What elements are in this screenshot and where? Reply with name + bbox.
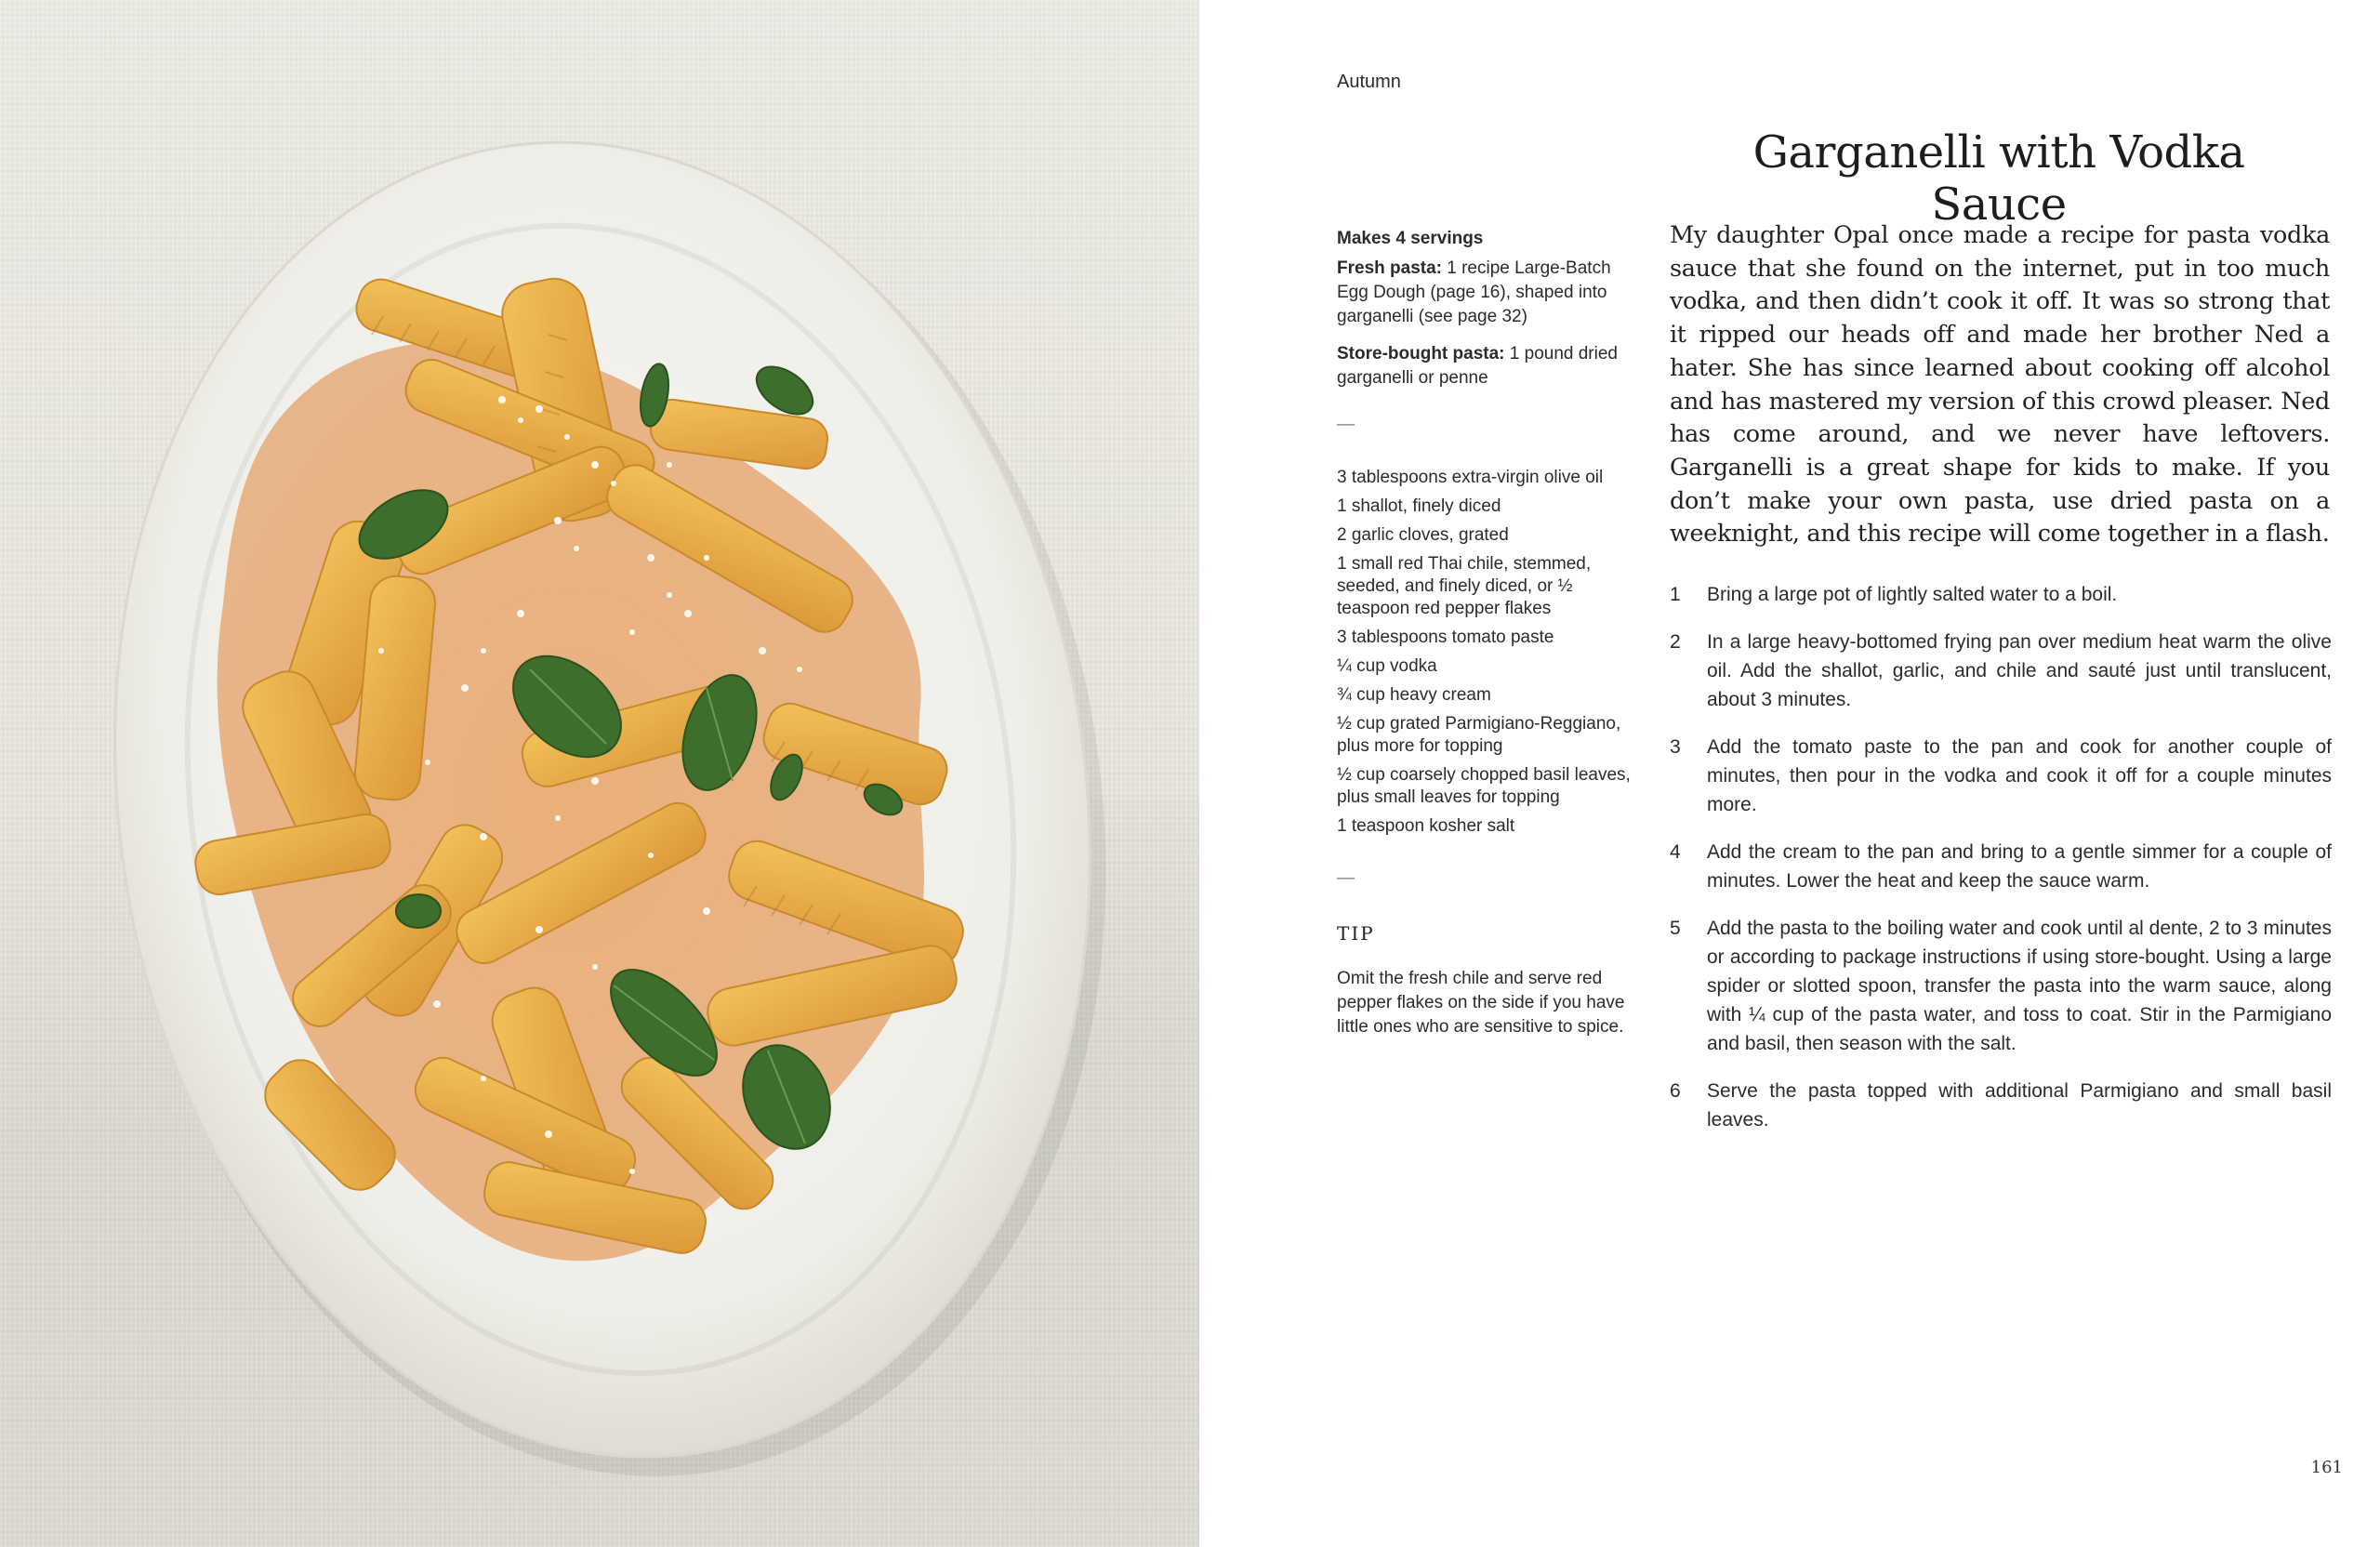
step-item (1670, 580, 2332, 609)
step-text: In a large heavy-bottomed frying pan over medium heat warm the olive oil. Add the shallot, garlic, and chile and sauté just until translucent, about 3 minutes. (1707, 631, 2332, 710)
section-divider: — (1337, 868, 1355, 888)
ingredient-item: ½ cup grated Parmigiano-Reggiano, plus more for topping (1337, 714, 1621, 756)
ingredient-item: 1 small red Thai chile, stemmed, seeded, and finely diced, or ½ teaspoon red pepper flakes (1337, 554, 1592, 618)
step-number: 6 (1670, 1080, 1681, 1102)
ingredient-item: 3 tablespoons extra-virgin olive oil (1337, 468, 1604, 487)
section-divider: — (1337, 415, 1355, 434)
step-text: Add the tomato paste to the pan and cook for another couple of minutes, then pour in the vodka and cook it off for a couple minutes more. (1707, 736, 2332, 815)
ingredient-list (1337, 467, 1644, 844)
step-text: Bring a large pot of lightly salted water to a boil. (1707, 584, 2118, 605)
store-bought-pasta-option: Store-bought pasta: 1 pound dried garganelli or penne (1337, 344, 1618, 388)
step-item (1670, 914, 2332, 1058)
section-label: Autumn (1337, 72, 1401, 92)
step-number: 5 (1670, 918, 1681, 939)
page-number: 161 (2310, 1458, 2343, 1477)
step-item (1670, 838, 2332, 895)
fresh-pasta-option: Fresh pasta: 1 recipe Large-Batch Egg Dough (page 16), shaped into garganelli (see page 32) (1337, 258, 1611, 326)
step-text: Add the cream to the pan and bring to a gentle simmer for a couple of minutes. Lower the heat and keep the sauce warm. (1707, 841, 2332, 892)
step-number: 1 (1670, 584, 1681, 605)
tip-text: Omit the fresh chile and serve red pepper flakes on the side if you have little ones who are sensitive to spice. (1337, 969, 1625, 1037)
recipe-intro: My daughter Opal once made a recipe for pasta vodka sauce that she found on the internet, put in too much vodka, and then didn’t cook it off. It was so strong that it ripped our heads off and made her brother Ned a hater. She has since learned about cooking off alcohol and has mastered my version of this crowd pleaser. Ned has come around, and we never have leftovers. Garganelli is a great shape for kids to make. If you don’t make your own pasta, use dried pasta on a weeknight, and this recipe will come together in a flash. (1670, 221, 2330, 549)
method-steps (1670, 580, 2332, 1153)
recipe-sidebar (1337, 227, 1633, 403)
recipe-yield: Makes 4 servings (1337, 229, 1484, 248)
step-text: Serve the pasta topped with additional Parmigiano and small basil leaves. (1707, 1080, 2332, 1130)
ingredient-item: 3 tablespoons tomato paste (1337, 628, 1554, 647)
ingredient-item: ½ cup coarsely chopped basil leaves, plus small leaves for topping (1337, 765, 1631, 807)
ingredient-item: ¾ cup heavy cream (1337, 685, 1491, 705)
ingredient-item: 1 teaspoon kosher salt (1337, 816, 1515, 836)
step-number: 3 (1670, 736, 1681, 758)
ingredient-item: 1 shallot, finely diced (1337, 496, 1501, 516)
step-number: 2 (1670, 631, 1681, 653)
recipe-title: Garganelli with Vodka Sauce (1752, 126, 2245, 231)
step-item (1670, 733, 2332, 819)
ingredient-item: 2 garlic cloves, grated (1337, 525, 1509, 545)
ingredient-item: ¼ cup vodka (1337, 656, 1437, 676)
step-item (1670, 1077, 2332, 1134)
step-item (1670, 628, 2332, 714)
recipe-page (1199, 0, 2380, 1547)
step-text: Add the pasta to the boiling water and cook until al dente, 2 to 3 minutes or according to package instructions if using store-bought. Using a large spider or slotted spoon, transfer the pasta into the warm sauce, along with ¼ cup of the pasta water, and toss to coat. Stir in the Parmigiano and basil, then season with the salt. (1707, 918, 2332, 1054)
step-number: 4 (1670, 841, 1681, 863)
tip-heading: TIP (1337, 922, 1375, 945)
